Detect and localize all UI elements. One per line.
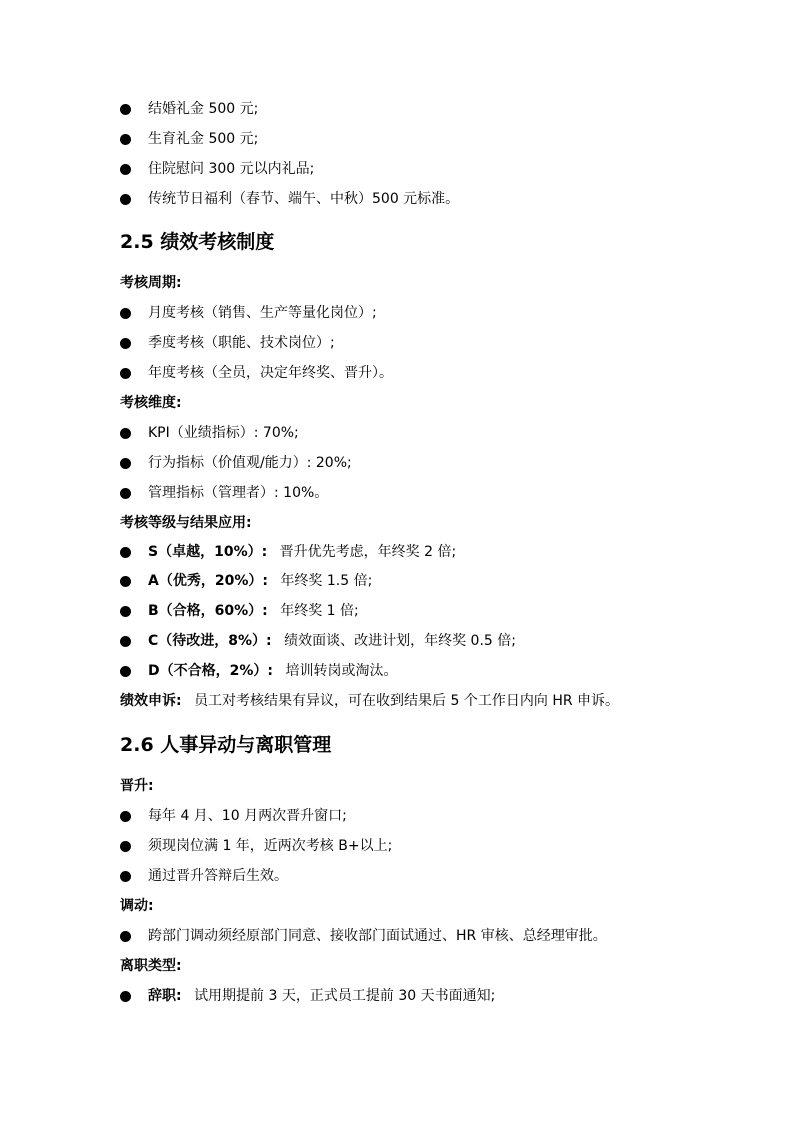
bullet-icon — [120, 458, 131, 469]
bullet-icon — [120, 871, 131, 882]
list-item: 生育礼金 500 元; — [148, 131, 259, 147]
list-item — [148, 631, 516, 651]
subsection-label: 晋升: — [120, 778, 154, 794]
bullet-icon — [120, 666, 131, 677]
bullet-icon — [120, 931, 131, 942]
grade-term: C（待改进，8%）: — [148, 633, 272, 649]
bullet-icon — [120, 841, 131, 852]
bullet-icon — [120, 428, 131, 439]
bullet-icon — [120, 134, 131, 145]
bullet-icon — [120, 606, 131, 617]
grade-desc: 绩效面谈、改进计划，年终奖 0.5 倍; — [284, 633, 516, 649]
bullet-icon — [120, 104, 131, 115]
section-heading: 2.5 绩效考核制度 — [120, 231, 275, 253]
bullet-icon — [120, 368, 131, 379]
bullet-icon — [120, 991, 131, 1002]
list-item: 行为指标（价值观/能力）: 20%; — [148, 455, 352, 471]
subsection-label: 考核等级与结果应用: — [120, 515, 252, 531]
list-item — [148, 571, 372, 591]
resign-term: 辞职: — [148, 988, 182, 1004]
grade-term: D（不合格，2%）: — [148, 663, 273, 679]
grade-desc: 晋升优先考虑，年终奖 2 倍; — [279, 544, 457, 560]
list-item — [148, 542, 456, 562]
grade-term: S（卓越，10%）: — [148, 544, 268, 560]
list-item: 季度考核（职能、技术岗位）; — [148, 335, 335, 351]
bullet-icon — [120, 547, 131, 558]
grade-desc: 年终奖 1.5 倍; — [280, 573, 373, 589]
bullet-icon — [120, 194, 131, 205]
bullet-icon — [120, 636, 131, 647]
bullet-icon — [120, 488, 131, 499]
appeal-label: 绩效申诉: — [120, 693, 182, 709]
subsection-label: 离职类型: — [120, 958, 182, 974]
list-item: 管理指标（管理者）: 10%。 — [148, 485, 329, 501]
bullet-icon — [120, 811, 131, 822]
list-item: 结婚礼金 500 元; — [148, 101, 259, 117]
list-item: 须现岗位满 1 年，近两次考核 B+以上; — [148, 838, 393, 854]
list-item — [148, 601, 359, 621]
resign-desc: 试用期提前 3 天，正式员工提前 30 天书面通知; — [194, 988, 496, 1004]
list-item: 传统节日福利（春节、端午、中秋）500 元标准。 — [148, 191, 460, 207]
grade-desc: 培训转岗或淘汰。 — [285, 663, 398, 679]
list-item: 月度考核（销售、生产等量化岗位）; — [148, 305, 377, 321]
section-heading: 2.6 人事异动与离职管理 — [120, 734, 332, 756]
grade-term: B（合格，60%）: — [148, 603, 268, 619]
bullet-icon — [120, 308, 131, 319]
list-item: 年度考核（全员，决定年终奖、晋升）。 — [148, 365, 393, 381]
appeal-paragraph — [120, 691, 619, 711]
list-item: 跨部门调动须经原部门同意、接收部门面试通过、HR 审核、总经理审批。 — [148, 928, 607, 944]
grade-desc: 年终奖 1 倍; — [280, 603, 359, 619]
bullet-icon — [120, 576, 131, 587]
subsection-label: 调动: — [120, 898, 154, 914]
list-item — [148, 986, 495, 1006]
bullet-icon — [120, 338, 131, 349]
subsection-label: 考核周期: — [120, 275, 182, 291]
list-item — [148, 661, 397, 681]
bullet-icon — [120, 164, 131, 175]
list-item: 住院慰问 300 元以内礼品; — [148, 161, 315, 177]
grade-term: A（优秀，20%）: — [148, 573, 268, 589]
list-item: KPI（业绩指标）: 70%; — [148, 425, 299, 441]
subsection-label: 考核维度: — [120, 395, 182, 411]
list-item: 每年 4 月、10 月两次晋升窗口; — [148, 808, 347, 824]
appeal-text: 员工对考核结果有异议，可在收到结果后 5 个工作日内向 HR 申诉。 — [194, 693, 620, 709]
list-item: 通过晋升答辩后生效。 — [148, 868, 288, 884]
